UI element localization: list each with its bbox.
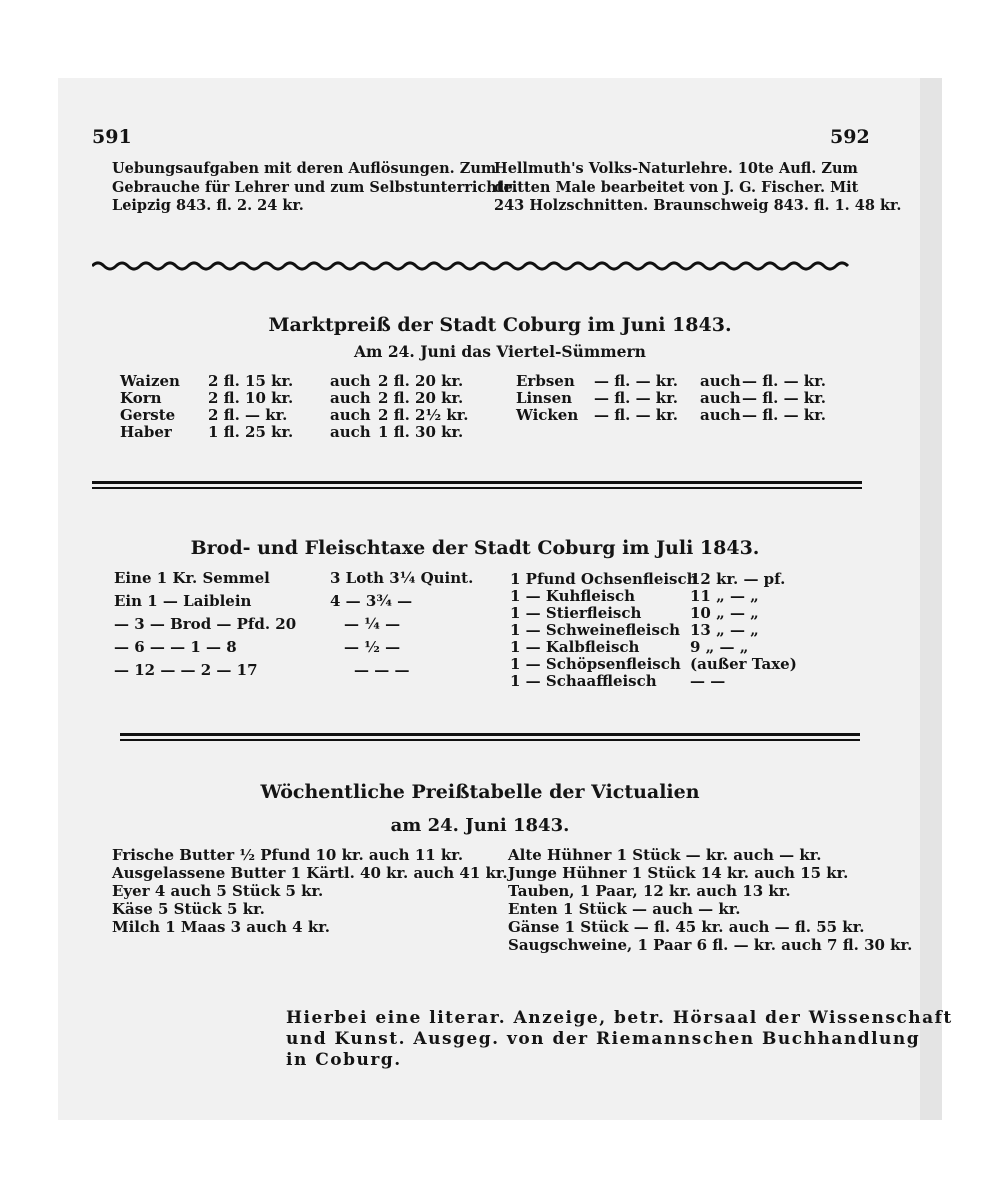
grain-price-high: — fl. — kr.: [742, 406, 826, 424]
grain-auch: auch: [330, 372, 371, 390]
ad-line: Gebrauche für Lehrer und zum Selbstunterrichte.: [112, 178, 518, 196]
scan-edge-shadow: [920, 78, 942, 1120]
ad-line: dritten Male bearbeitet von J. G. Fischer. Mit: [494, 178, 859, 196]
page-number-left: 591: [92, 126, 132, 148]
victuals-line: Ausgelassene Butter 1 Kärtl. 40 kr. auch 41 kr.: [112, 864, 508, 882]
notice-line: Hierbei eine literar. Anzeige, betr. Hörsaal der Wissenschaft: [286, 1008, 953, 1028]
meat-price: 13 „ — „: [690, 621, 759, 639]
meat-row: [510, 588, 840, 605]
victuals-line: Alte Hühner 1 Stück — kr. auch — kr.: [508, 846, 822, 864]
bread-item: — 12 — — 2 — 17: [114, 661, 258, 679]
bread-item: Ein 1 — Laiblein: [114, 592, 252, 610]
meat-item: 1 Pfund Ochsenfleisch: [510, 570, 698, 588]
victuals-line: Frische Butter ½ Pfund 10 kr. auch 11 kr.: [112, 846, 464, 864]
grain-price-low: 1 fl. 25 kr.: [208, 423, 294, 441]
grain-row: [120, 390, 490, 407]
grain-price-high: 2 fl. 20 kr.: [378, 389, 464, 407]
meat-row: [510, 571, 840, 588]
meat-item: 1 — Kalbfleisch: [510, 638, 640, 656]
meat-row: [510, 673, 840, 690]
grain-price-low: — fl. — kr.: [594, 389, 678, 407]
meat-row: [510, 639, 840, 656]
meat-row: [510, 605, 840, 622]
notice-line: in Coburg.: [286, 1050, 402, 1070]
victuals-line: Saugschweine, 1 Paar 6 fl. — kr. auch 7 fl. 30 kr.: [508, 936, 913, 954]
section-rule: [92, 481, 862, 484]
grain-price-low: 2 fl. 10 kr.: [208, 389, 294, 407]
bread-weight: 3 Loth 3¼ Quint.: [330, 569, 474, 587]
victuals-line: Gänse 1 Stück — fl. 45 kr. auch — fl. 55 kr.: [508, 918, 865, 936]
bread-prices: [114, 567, 474, 682]
meat-item: 1 — Schweinefleisch: [510, 621, 680, 639]
victuals-left: [112, 846, 508, 936]
meat-price: — —: [690, 672, 726, 690]
grain-name: Gerste: [120, 406, 176, 424]
victuals-line: Eyer 4 auch 5 Stück 5 kr.: [112, 882, 324, 900]
victuals-line: Junge Hühner 1 Stück 14 kr. auch 15 kr.: [508, 864, 849, 882]
meat-price: (außer Taxe): [690, 655, 797, 673]
grain-name: Waizen: [120, 372, 180, 390]
wavy-divider: [92, 259, 856, 273]
bread-weight: — ¼ —: [344, 615, 401, 633]
closing-notice: [286, 1008, 953, 1071]
bread-row: [114, 636, 474, 659]
victuals-right: [508, 846, 912, 954]
victuals-line: Tauben, 1 Paar, 12 kr. auch 13 kr.: [508, 882, 791, 900]
grain-row: [120, 373, 490, 390]
grain-prices-right: [516, 373, 856, 424]
grain-row: [120, 424, 490, 441]
grain-auch: auch: [700, 389, 741, 407]
market-title: Marktpreiß der Stadt Coburg im Juni 1843.: [268, 314, 732, 336]
grain-auch: auch: [330, 389, 371, 407]
grain-auch: auch: [330, 406, 371, 424]
meat-prices: [510, 571, 840, 690]
victuals-line: Käse 5 Stück 5 kr.: [112, 900, 265, 918]
meat-price: 12 kr. — pf.: [690, 570, 786, 588]
grain-price-high: — fl. — kr.: [742, 372, 826, 390]
meat-item: 1 — Stierfleisch: [510, 604, 642, 622]
meat-price: 11 „ — „: [690, 587, 759, 605]
bread-row: [114, 590, 474, 613]
victuals-date: am 24. Juni 1843.: [390, 815, 570, 836]
grain-name: Erbsen: [516, 372, 575, 390]
ad-line: Leipzig 843. fl. 2. 24 kr.: [112, 197, 304, 214]
bread-item: — 6 — — 1 — 8: [114, 638, 237, 656]
book-ad-left: [112, 160, 518, 216]
section-rule: [120, 733, 860, 736]
ad-line: Uebungsaufgaben mit deren Auflösungen. Zum: [112, 160, 497, 177]
meat-price: 9 „ — „: [690, 638, 749, 656]
grain-row: [516, 390, 856, 407]
grain-auch: auch: [700, 372, 741, 390]
grain-price-high: 2 fl. 20 kr.: [378, 372, 464, 390]
grain-price-low: 2 fl. 15 kr.: [208, 372, 294, 390]
book-ad-right: [494, 160, 902, 216]
section-rule: [92, 487, 862, 489]
grain-row: [516, 373, 856, 390]
victuals-line: Milch 1 Maas 3 auch 4 kr.: [112, 918, 330, 936]
meat-item: 1 — Schaaffleisch: [510, 672, 657, 690]
bread-weight: 4 — 3¾ —: [330, 592, 413, 610]
grain-price-high: 2 fl. 2½ kr.: [378, 406, 469, 424]
bread-weight: — — —: [354, 661, 410, 679]
victuals-line: Enten 1 Stück — auch — kr.: [508, 900, 741, 918]
meat-row: [510, 656, 840, 673]
meat-item: 1 — Schöpsenfleisch: [510, 655, 681, 673]
bread-row: [114, 567, 474, 590]
grain-name: Korn: [120, 389, 162, 407]
grain-prices-left: [120, 373, 490, 441]
ad-line: Hellmuth's Volks-Naturlehre. 10te Aufl. Zum: [494, 160, 858, 177]
grain-price-low: 2 fl. — kr.: [208, 406, 288, 424]
victuals-title: Wöchentliche Preißtabelle der Victualien: [260, 781, 700, 803]
bread-item: — 3 — Brod — Pfd. 20: [114, 615, 297, 633]
page-number-right: 592: [830, 126, 870, 148]
bread-row: [114, 659, 474, 682]
grain-auch: auch: [330, 423, 371, 441]
bread-item: Eine 1 Kr. Semmel: [114, 569, 270, 587]
grain-price-high: — fl. — kr.: [742, 389, 826, 407]
meat-item: 1 — Kuhfleisch: [510, 587, 636, 605]
grain-name: Wicken: [516, 406, 579, 424]
grain-price-low: — fl. — kr.: [594, 372, 678, 390]
notice-line: und Kunst. Ausgeg. von der Riemannschen Buchhandlung: [286, 1029, 921, 1049]
grain-row: [120, 407, 490, 424]
grain-row: [516, 407, 856, 424]
meat-price: 10 „ — „: [690, 604, 759, 622]
market-subtitle: Am 24. Juni das Viertel-Sümmern: [354, 342, 646, 361]
ad-line: 243 Holzschnitten. Braunschweig 843. fl. 1. 48 kr.: [494, 197, 902, 214]
grain-price-high: 1 fl. 30 kr.: [378, 423, 464, 441]
grain-name: Haber: [120, 423, 172, 441]
bread-row: [114, 613, 474, 636]
meat-row: [510, 622, 840, 639]
grain-name: Linsen: [516, 389, 573, 407]
grain-price-low: — fl. — kr.: [594, 406, 678, 424]
section-rule: [120, 739, 860, 741]
bread-meat-title: Brod- und Fleischtaxe der Stadt Coburg im Juli 1843.: [190, 537, 760, 559]
grain-auch: auch: [700, 406, 741, 424]
bread-weight: — ½ —: [344, 638, 401, 656]
